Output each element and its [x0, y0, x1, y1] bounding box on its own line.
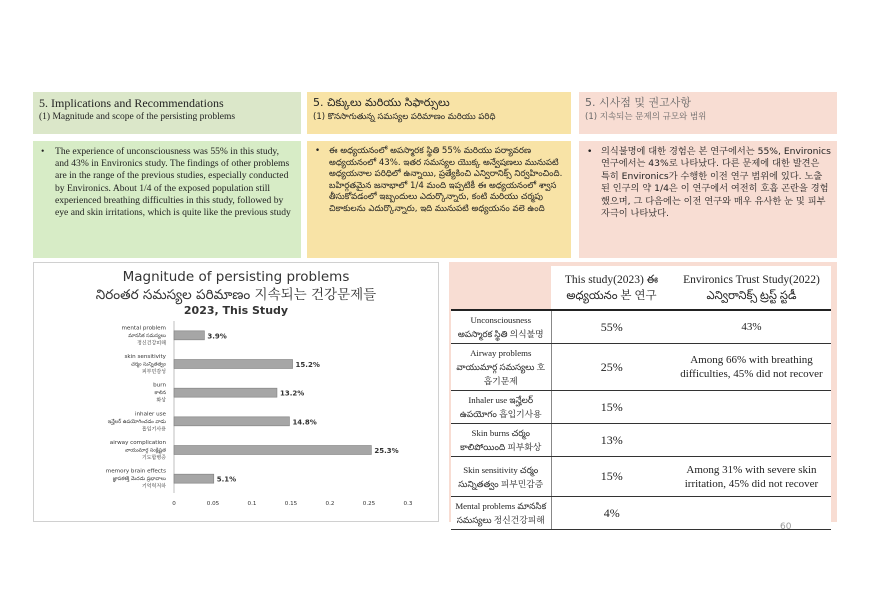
summary-box-korean [579, 141, 837, 258]
chart-subtitle: 2023, This Study [183, 304, 289, 317]
header-empty-cell [451, 266, 551, 310]
section-header-telugu [307, 92, 571, 134]
data-label: 14.8% [292, 418, 317, 427]
category-label: 화상 [156, 397, 166, 404]
bar [174, 474, 214, 483]
summary-text-korean: • 의식불명에 대한 경험은 본 연구에서는 55%, Environics 연구에서는 43%로 나타났다. 다른 문제에 대한 발견은 특히 Environics가 수행한 이전 연구 범위에 있다. 노출된 인구의 약 1/4은 이 연구에서 여전히 호흡 곤란을 경험했으며, 그 다음에는 이전 연구와 매우 유사한 눈 및 피부 자극이 나타났다. [587, 146, 831, 220]
category-label: ఇన్హేలర్ ఉపయోగించడం వాడు [107, 418, 166, 425]
row-label: Unconsciousness అపస్మారక స్థితి 의식불명 [451, 310, 551, 344]
summary-text-telugu: • ఈ అధ్యయనంలో అపస్మారక స్థితి 55% మరియు పర్యావరణ అధ్యయనంలో 43%. ఇతర సమస్యల యొక్క అన్వేషణలు మునుపటి అధ్యయనాల పరిధిలో ఉన్నాయి, ప్రత్యేకించి ఎన్విరానిక్స్ నిర్వహించింది. బహిర్గతమైన జనాభాలో 1/4 మంది ఇప్పటికీ ఈ అధ్యయనంలో శ్వాస తీసుకోవడంలో ఇబ్బందులు ఎదుర్కొన్నారు, కంటి మరియు చర్మపు చికాకులను ఎదుర్కొన్నారు, ఇది మునుపటి అధ్యయనం వలె ఉంది [315, 146, 565, 216]
bar [174, 446, 371, 455]
data-label: 15.2% [295, 361, 320, 369]
row-environics-value [672, 424, 831, 457]
row-environics-value: Among 31% with severe skin irritation, 45% did not recover [672, 457, 831, 497]
category-label: కాలిన [154, 390, 166, 397]
row-label: Mental problems మానసిక సమస్యలు 정신건강피해 [451, 497, 551, 530]
category-label: skin sensitivity [124, 354, 166, 360]
section-subtitle-korean: (1) 지속되는 문제의 규모와 범위 [585, 112, 707, 122]
section-subtitle-english: (1) Magnitude and scope of the persisting problems [39, 112, 236, 122]
bar-chart [34, 263, 438, 521]
table-row [451, 457, 831, 497]
bar [174, 417, 289, 426]
summary-box-telugu [307, 141, 571, 258]
data-label: 3.9% [207, 332, 227, 341]
category-label: మానసిక సమస్యలు [128, 332, 166, 339]
section-title-telugu: 5. చిక్కులు మరియు సిఫార్సులు [313, 96, 450, 109]
row-label: Skin burns చర్మం కాలిపోయింది 피부화상 [451, 424, 551, 457]
category-label: చర్మం సున్నితత్వం [131, 361, 166, 368]
category-label: airway complication [109, 440, 166, 446]
category-label: 피부민감성 [141, 369, 166, 375]
row-environics-value [672, 497, 831, 530]
data-label: 5.1% [216, 475, 237, 484]
x-tick-label: 0.15 [284, 501, 298, 507]
row-study-value: 25% [551, 344, 672, 391]
x-tick-label: 0.3 [403, 501, 413, 507]
table-row [451, 391, 831, 424]
page-number: 60 [780, 522, 792, 532]
table-row [451, 497, 831, 530]
comparison-table [451, 266, 831, 530]
section-title-english: 5. Implications and Recommendations [39, 96, 224, 110]
row-label: Inhaler use ఇన్హేలర్ ఉపయోగం 흡입기사용 [451, 391, 551, 424]
data-label: 25.3% [374, 447, 399, 455]
category-label: 기억력저하 [141, 483, 166, 490]
category-label: 흡입기사용 [141, 426, 166, 433]
row-environics-value [672, 391, 831, 424]
row-study-value: 15% [551, 457, 672, 497]
table-row [451, 424, 831, 457]
table-row [451, 344, 831, 391]
x-tick-label: 0.25 [362, 501, 376, 507]
x-tick-label: 0 [172, 501, 176, 507]
bar [174, 388, 277, 397]
category-label: inhaler use [134, 411, 166, 418]
category-label: జ్ఞాపకశక్తి మెదడు ప్రభావాలు [112, 476, 166, 483]
row-label: Airway problems వాయుమార్గ సమస్యలు 호흡기문제 [451, 344, 551, 391]
chart-panel [33, 262, 439, 522]
section-header-korean [579, 92, 837, 134]
row-label: Skin sensitivity చర్మం సున్నితత్వం 피부민감증 [451, 457, 551, 497]
comparison-panel [449, 262, 837, 525]
table-row [451, 310, 831, 344]
category-label: memory brain effects [105, 468, 166, 475]
category-label: mental problem [121, 325, 166, 332]
data-label: 13.2% [279, 389, 305, 398]
row-study-value: 55% [551, 310, 672, 344]
category-label: వాయుమార్గ సంక్లిష్టత [125, 447, 166, 454]
chart-title: Magnitude of persisting problems [122, 269, 350, 285]
category-label: 정신건강피해 [137, 340, 166, 347]
row-environics-value: 43% [672, 310, 831, 344]
category-label: 기도합병증 [141, 455, 166, 461]
header-environics: Environics Trust Study(2022) ఎన్విరానిక్స్ ట్రస్ట్ స్టడీ [672, 266, 831, 310]
summary-text-english: • The experience of unconsciousness was 55% in this study, and 43% in Environics study. The findings of other problems are in the range of the previous studies, especially conducted by Environics. About 1/4 of the exposed population still experienced breathing difficulties in this study, followed by eye and skin irritations, which is quite like the previous study [41, 146, 295, 219]
category-label: burn [153, 382, 166, 389]
x-tick-label: 0.1 [247, 501, 257, 507]
summary-box-english [33, 141, 301, 258]
section-header-english [33, 92, 301, 134]
x-tick-label: 0.2 [325, 501, 335, 507]
section-title-korean: 5. 시사점 및 권고사항 [585, 96, 691, 109]
row-environics-value: Among 66% with breathing difficulties, 45% did not recover [672, 344, 831, 391]
section-subtitle-telugu: (1) కొనసాగుతున్న సమస్యల పరిమాణం మరియు పరిధి [313, 112, 496, 122]
header-this-study: This study(2023) ఈ అధ్యయనం 본 연구 [551, 266, 672, 310]
row-study-value: 4% [551, 497, 672, 530]
bar [174, 360, 293, 369]
table-header-row [451, 266, 831, 310]
bar [174, 331, 204, 340]
row-study-value: 13% [551, 424, 672, 457]
chart-title-line2: నిరంతర సమస్యల పరిమాణం 지속되는 건강문제들 [95, 287, 377, 303]
row-study-value: 15% [551, 391, 672, 424]
x-tick-label: 0.05 [206, 501, 220, 507]
